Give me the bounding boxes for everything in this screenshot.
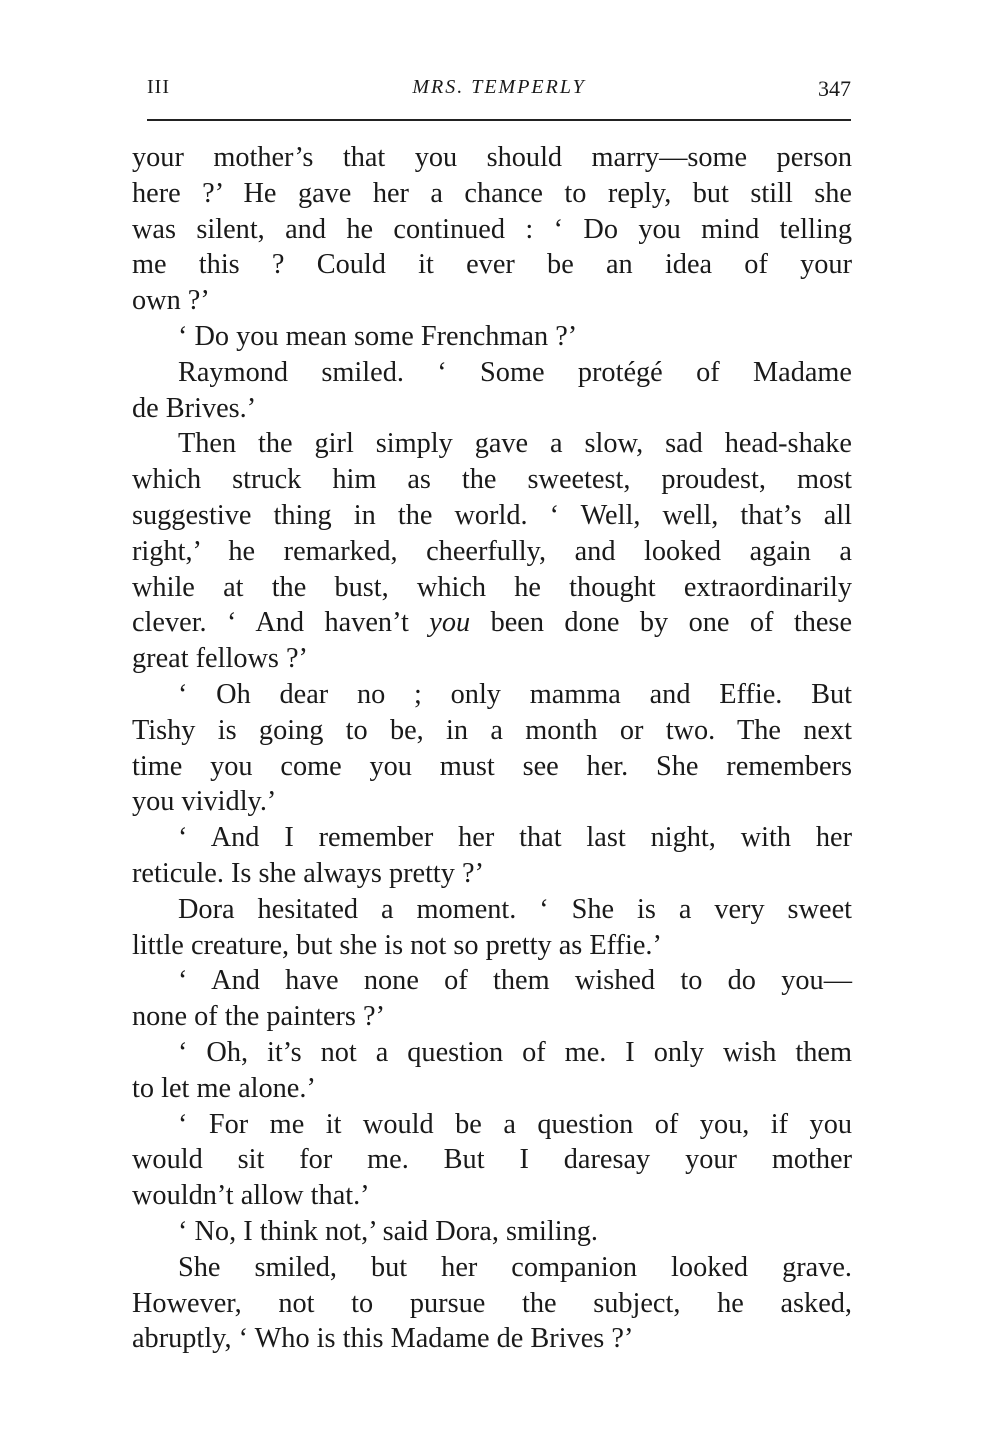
text-fragment: clever. ‘ And haven’t <box>132 607 430 639</box>
running-title: MRS. TEMPERLY <box>412 76 586 98</box>
text-line: ‘ And have none of them wished to do you— <box>178 965 852 997</box>
text-line: ‘ Oh dear no ; only mamma and Effie. But <box>178 678 852 710</box>
text-line: Tishy is going to be, in a month or two. The next <box>132 714 852 746</box>
text-line: own ?’ <box>132 285 210 317</box>
text-line: none of the painters ?’ <box>132 1001 386 1033</box>
body-text <box>132 140 852 1357</box>
text-line: ‘ Do you mean some Frenchman ?’ <box>178 320 578 352</box>
text-line: ‘ Oh, it’s not a question of me. I only wish them <box>178 1036 852 1068</box>
text-line: great fellows ?’ <box>132 643 308 675</box>
text-line-with-italic <box>132 605 852 641</box>
text-line: wouldn’t allow that.’ <box>132 1180 370 1212</box>
text-line: ‘ No, I think not,’ said Dora, smiling. <box>178 1215 598 1247</box>
text-line: would sit for me. But I daresay your mother <box>132 1144 852 1176</box>
text-line: ‘ For me it would be a question of you, if you <box>178 1108 852 1140</box>
text-line: which struck him as the sweetest, proudest, most <box>132 464 852 496</box>
text-line: She smiled, but her companion looked grave. <box>178 1251 852 1283</box>
text-line: reticule. Is she always pretty ?’ <box>132 857 484 889</box>
text-line: your mother’s that you should marry—some person <box>132 142 852 173</box>
text-line: to let me alone.’ <box>132 1072 316 1104</box>
running-head <box>147 76 851 106</box>
text-line: me this ? Could it ever be an idea of your <box>132 249 852 281</box>
text-line: time you come you must see her. She remembers <box>132 750 852 782</box>
text-line: Dora hesitated a moment. ‘ She is a very sweet <box>178 893 852 925</box>
text-line: right,’ he remarked, cheerfully, and looked again a <box>132 535 852 567</box>
text-line: ‘ And I remember her that last night, with her <box>178 822 852 854</box>
header-rule <box>147 119 851 121</box>
text-line: was silent, and he continued : ‘ Do you mind telling <box>132 213 852 245</box>
chapter-number: III <box>147 76 170 98</box>
text-line: de Brives.’ <box>132 392 257 424</box>
text-line: abruptly, ‘ Who is this Madame de Brives ?’ <box>132 1323 634 1355</box>
page-number: 347 <box>818 76 851 101</box>
text-line: you vividly.’ <box>132 786 277 818</box>
text-line: suggestive thing in the world. ‘ Well, well, that’s all <box>132 499 852 531</box>
text-fragment: been done by one of these <box>470 607 853 639</box>
text-line: while at the bust, which he thought extraordinarily <box>132 571 852 603</box>
text-line: little creature, but she is not so pretty as Effie.’ <box>132 929 662 961</box>
text-line: Raymond smiled. ‘ Some protégé of Madame <box>178 356 852 388</box>
italic-word: you <box>429 607 471 639</box>
text-line: here ?’ He gave her a chance to reply, but still she <box>132 177 852 209</box>
text-line: Then the girl simply gave a slow, sad head-shake <box>178 428 852 460</box>
text-line: However, not to pursue the subject, he asked, <box>132 1287 852 1319</box>
